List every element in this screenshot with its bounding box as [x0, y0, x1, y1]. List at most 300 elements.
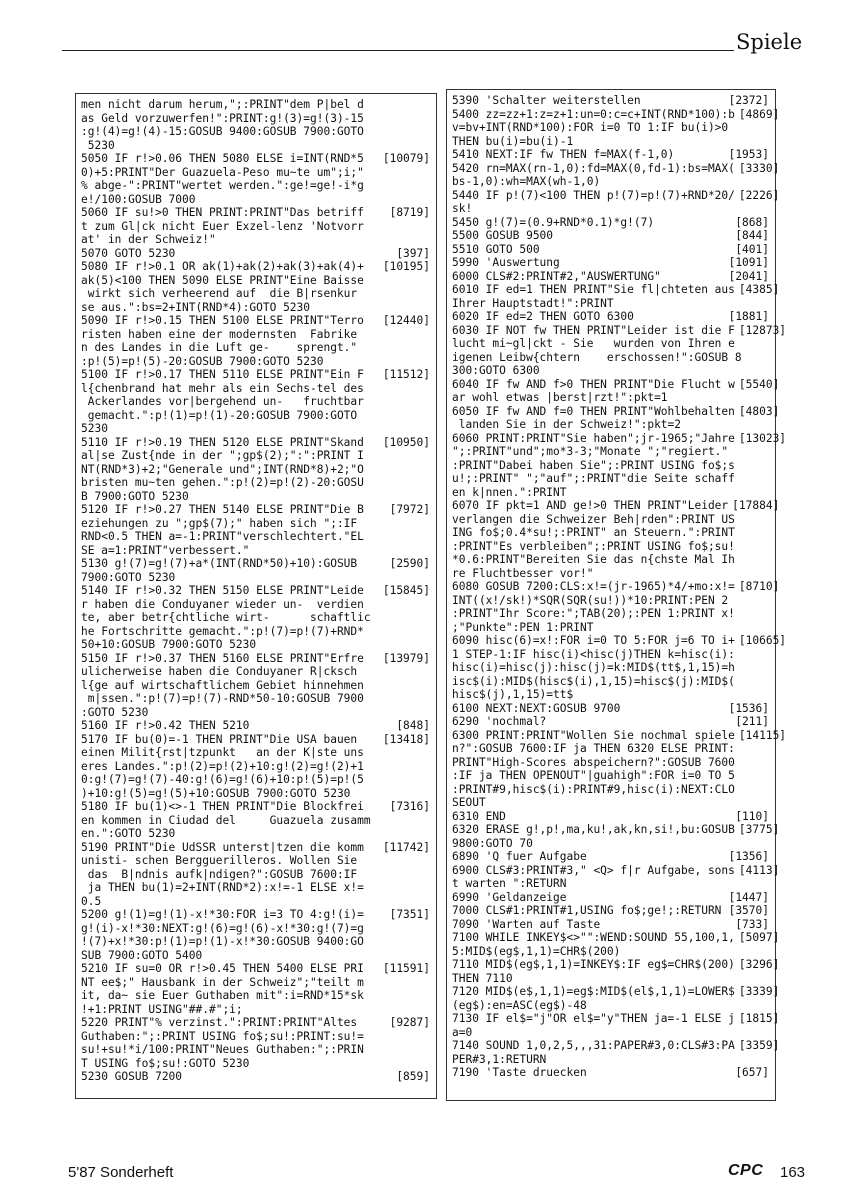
checksum: [426, 935, 430, 949]
code-line: [81, 449, 430, 463]
code-line: [81, 787, 430, 801]
code-text: t zum Gl|ck nicht Euer Exzel-lenz 'Notvorr: [81, 219, 364, 233]
checksum: [765, 567, 769, 581]
checksum: [765, 135, 769, 149]
code-line: [452, 728, 787, 743]
code-text: e!/100:GOSUB 7000: [81, 192, 196, 206]
header-rule: [62, 50, 734, 51]
checksum: [3330]: [738, 161, 780, 175]
code-text: 5500 GOSUB 9500: [452, 229, 554, 242]
code-text: re Fluchtbesser vor!": [452, 566, 594, 580]
code-text: bs-1,0):wh=MAX(wh-1,0): [452, 175, 601, 188]
code-line: [452, 351, 769, 365]
code-text: at' in der Schweiz!": [81, 233, 216, 246]
code-line: [81, 665, 430, 679]
code-line: [81, 260, 430, 274]
checksum: [8710]: [738, 580, 780, 593]
checksum: [765, 621, 769, 635]
code-line: [452, 756, 769, 770]
code-text: 7900:GOTO 5230: [81, 570, 176, 584]
checksum: [15845]: [382, 584, 430, 597]
checksum: [3359]: [738, 1039, 780, 1052]
code-line: [81, 868, 430, 882]
code-line: [452, 702, 769, 716]
code-line: [452, 675, 769, 689]
code-line: [81, 679, 430, 693]
code-text: NT ee$;" Hausbank in der Schweiz";"teilt m: [81, 975, 364, 989]
code-line: [81, 908, 430, 922]
code-text: a=0: [452, 1025, 473, 1039]
code-line: [81, 476, 430, 490]
code-line: [81, 1070, 430, 1084]
code-line: [452, 823, 780, 837]
code-text: m|ssen.":p!(7)=p!(7)-RND*50-10:GOSUB 7900: [81, 692, 364, 705]
code-line: [81, 652, 430, 666]
code-line: [452, 135, 769, 149]
code-text: 9800:GOTO 70: [452, 836, 533, 850]
code-text: l{ge auf wirtschaftlichem Gebiet hinnehmen: [81, 678, 364, 692]
code-line: [81, 274, 430, 288]
code-text: 5160 IF r!>0.42 THEN 5210: [81, 719, 250, 732]
code-text: n?":GOSUB 7600:IF ja THEN 6320 ELSE PRINT:: [452, 742, 735, 755]
code-line: [452, 1039, 780, 1053]
code-line: [452, 715, 769, 729]
code-line: [81, 382, 430, 396]
code-text: :PRINT"Dabei haben Sie";:PRINT USING fo$;s: [452, 458, 735, 472]
checksum: [426, 1003, 430, 1017]
code-text: 5420 rn=MAX(rn-1,0):fd=MAX(0,fd-1):bs=MAX(: [452, 161, 735, 175]
code-line: [81, 746, 430, 760]
code-line: [452, 472, 769, 486]
checksum: [426, 611, 430, 625]
code-line: [452, 459, 769, 473]
code-text: !+1:PRINT USING"##.#";i;: [81, 1002, 243, 1016]
code-text: 6100 NEXT:NEXT:GOSUB 9700: [452, 701, 621, 715]
code-line: [452, 891, 769, 905]
code-text: 5200 g!(1)=g!(1)-x!*30:FOR i=3 TO 4:g!(i)=: [81, 908, 364, 921]
code-line: [81, 422, 430, 436]
code-text: ar wohl etwas |berst|rzt!":pkt=1: [452, 391, 668, 404]
code-line: [81, 436, 430, 450]
checksum: [765, 364, 769, 378]
code-line: [452, 418, 769, 432]
code-line: [452, 634, 787, 648]
checksum: [426, 746, 430, 760]
code-line: [81, 247, 430, 261]
code-line: [81, 287, 430, 301]
code-text: :p!(5)=p!(5)-20:GOSUB 7900:GOTO 5230: [81, 354, 324, 368]
checksum: [7351]: [389, 908, 430, 921]
code-line: [452, 445, 769, 459]
checksum: [426, 773, 430, 787]
code-text: !(7)+x!*30:p!(1)=p!(1)-x!*30:GOSUB 9400:GO: [81, 935, 364, 948]
code-line: [81, 166, 430, 180]
checksum: [1447]: [728, 890, 769, 904]
code-line: [452, 918, 769, 932]
checksum: [426, 341, 430, 355]
checksum: [3570]: [728, 904, 769, 917]
code-line: [81, 517, 430, 531]
code-text: 5170 IF bu(0)=-1 THEN PRINT"Die USA bauen: [81, 732, 358, 746]
checksum: [426, 193, 430, 207]
listing-lines-left: [81, 94, 430, 1084]
checksum: [3296]: [738, 958, 780, 971]
code-line: [452, 107, 780, 122]
code-text: verlangen die Schweizer Beh|rden":PRINT US: [452, 512, 735, 526]
code-text: THEN 7110: [452, 971, 513, 985]
code-line: [452, 391, 769, 405]
checksum: [765, 972, 769, 986]
checksum: [765, 742, 769, 756]
checksum: [765, 661, 769, 675]
code-line: [81, 544, 430, 558]
code-line: [81, 98, 430, 112]
code-text: *0.6:PRINT"Bereiten Sie das n{chste Mal Ih: [452, 553, 735, 566]
checksum: [426, 220, 430, 234]
code-text: 6030 IF NOT fw THEN PRINT"Leider ist die F: [452, 323, 735, 337]
code-text: 0:g!(7)=g!(7)-40:g!(6)=g!(6)+10:p!(5)=p!(5: [81, 773, 364, 786]
checksum: [426, 544, 430, 558]
checksum: [11742]: [382, 840, 430, 854]
code-text: 7190 'Taste druecken: [452, 1066, 587, 1079]
code-line: [452, 607, 769, 621]
code-line: [452, 769, 769, 783]
checksum: [765, 756, 769, 770]
code-line: [452, 94, 769, 108]
code-text: PRINT"High-Scores abspeichern?":GOSUB 7600: [452, 755, 735, 769]
checksum: [426, 895, 430, 909]
code-text: 5400 zz=zz+1:z=z+1:un=0:c=c+INT(RND*100):b: [452, 107, 735, 121]
code-text: 5:MID$(eg$,1,1)=CHR$(200): [452, 944, 621, 958]
code-line: [452, 323, 787, 338]
checksum: [426, 125, 430, 139]
code-line: [452, 783, 769, 797]
code-text: :PRINT#9,hisc$(i):PRINT#9,hisc(i):NEXT:CLO: [452, 782, 735, 796]
checksum: [426, 490, 430, 504]
code-text: B 7900:GOTO 5230: [81, 489, 189, 503]
code-text: 5990 'Auswertung: [452, 256, 560, 269]
code-text: se aus.":bs=2+INT(RND*4):GOTO 5230: [81, 300, 311, 314]
code-text: 5390 'Schalter weiterstellen: [452, 94, 641, 107]
checksum: [426, 382, 430, 396]
checksum: [10665]: [738, 634, 787, 647]
checksum: [426, 274, 430, 288]
code-line: [81, 733, 430, 747]
checksum: [11512]: [382, 368, 430, 381]
checksum: [2590]: [389, 557, 430, 570]
code-line: [81, 152, 430, 166]
code-line: [81, 962, 430, 976]
code-text: % abge-":PRINT"wertet werden.":ge!=ge!-i*g: [81, 179, 364, 192]
code-text: ";:PRINT"und";mo*3-3;"Monate ";"regiert.": [452, 445, 729, 458]
checksum: [765, 688, 769, 702]
code-line: [81, 193, 430, 207]
code-line: [452, 513, 769, 527]
code-text: ING fo$;0.4*su!;:PRINT" an Steuern.":PRINT: [452, 526, 735, 539]
checksum: [765, 121, 769, 135]
checksum: [1356]: [728, 850, 769, 863]
checksum: [7316]: [389, 800, 430, 813]
checksum: [13023]: [738, 431, 787, 445]
code-text: einen Milit{rst|tzpunkt an der K|ste uns: [81, 746, 364, 759]
code-text: 5410 NEXT:IF fw THEN f=MAX(f-1,0): [452, 148, 675, 161]
checksum: [765, 337, 769, 351]
code-line: [452, 985, 780, 999]
code-text: r haben die Conduyaner wieder un- verdien: [81, 597, 364, 611]
listing-lines-right: [452, 90, 787, 1080]
checksum: [426, 517, 430, 531]
code-text: 5120 IF r!>0.27 THEN 5140 ELSE PRINT"Die B: [81, 503, 364, 516]
code-line: [452, 337, 769, 351]
code-text: 1 STEP-1:IF hisc(i)<hisc(j)THEN k=hisc(i):: [452, 647, 735, 661]
code-text: 7140 SOUND 1,0,2,5,,,31:PAPER#3,0:CLS#3:PA: [452, 1039, 735, 1052]
code-line: [452, 621, 769, 635]
code-text: 5230 GOSUB 7200: [81, 1070, 183, 1083]
checksum: [765, 796, 769, 810]
checksum: [13418]: [382, 732, 430, 746]
code-text: 5070 GOTO 5230: [81, 246, 176, 260]
checksum: [1953]: [728, 148, 769, 161]
code-line: [452, 850, 769, 864]
checksum: [426, 530, 430, 544]
code-line: [452, 283, 780, 297]
code-text: l{chenbrand hat mehr als ein Sechs-tel des: [81, 381, 364, 395]
code-text: men nicht darum herum,";:PRINT"dem P|bel d: [81, 98, 364, 111]
code-text: :g!(4)=g!(4)-15:GOSUB 9400:GOSUB 7900:GOTO: [81, 125, 364, 138]
code-text: 6010 IF ed=1 THEN PRINT"Sie fl|chteten aus: [452, 283, 735, 296]
section-title: Spiele: [736, 30, 803, 54]
code-line: [452, 526, 769, 540]
checksum: [426, 1057, 430, 1071]
code-line: [81, 112, 430, 126]
page-number: 163: [780, 1164, 806, 1181]
code-line: [81, 949, 430, 963]
checksum: [426, 679, 430, 693]
checksum: [426, 301, 430, 315]
code-line: [452, 148, 769, 162]
code-line: [81, 611, 430, 625]
checksum: [426, 571, 430, 585]
code-text: eziehungen zu ";gp$(7);" haben sich ";:IF: [81, 516, 358, 530]
code-text: 5050 IF r!>0.06 THEN 5080 ELSE i=INT(RND*5: [81, 152, 364, 165]
code-line: [452, 486, 769, 500]
code-line: [452, 364, 769, 378]
code-text: SEOUT: [452, 796, 486, 809]
checksum: [13979]: [382, 651, 430, 665]
checksum: [848]: [396, 719, 430, 732]
code-text: :GOTO 5230: [81, 705, 149, 719]
checksum: [765, 999, 769, 1013]
checksum: [426, 665, 430, 679]
code-line: [452, 216, 769, 230]
code-text: n des Landes in die Luft ge- sprengt.": [81, 341, 358, 354]
checksum: [426, 179, 430, 193]
checksum: [765, 391, 769, 405]
code-text: 6060 PRINT:PRINT"Sie haben";jr-1965;"Jahre: [452, 431, 735, 445]
code-text: 6090 hisc(6)=x!:FOR i=0 TO 5:FOR j=6 TO i+: [452, 634, 735, 647]
code-line: [452, 742, 769, 756]
checksum: [657]: [735, 1066, 769, 1079]
checksum: [3775]: [738, 823, 780, 836]
code-text: 0)+5:PRINT"Der Guazuela-Peso mu~te um";i;": [81, 165, 364, 179]
code-line: [81, 598, 430, 612]
code-text: 7130 IF el$="j"OR el$="y"THEN ja=-1 ELSE j: [452, 1012, 735, 1025]
code-line: [81, 179, 430, 193]
checksum: [426, 976, 430, 990]
checksum: [765, 769, 769, 783]
code-line: [81, 841, 430, 855]
checksum: [765, 877, 769, 891]
code-text: 7110 MID$(eg$,1,1)=INKEY$:IF eg$=CHR$(200): [452, 958, 735, 971]
code-line: [81, 139, 430, 153]
code-text: THEN bu(i)=bu(i)-1: [452, 134, 574, 148]
checksum: [1536]: [728, 701, 769, 715]
checksum: [765, 607, 769, 621]
code-text: u!;:PRINT" ";"auf";:PRINT"die Seite schaff: [452, 472, 735, 485]
code-text: Ihrer Hauptstadt!":PRINT: [452, 296, 614, 310]
code-text: 5510 GOTO 500: [452, 242, 540, 256]
checksum: [426, 409, 430, 423]
code-line: [81, 1016, 430, 1030]
checksum: [426, 638, 430, 652]
code-line: [81, 314, 430, 328]
code-text: 5190 PRINT"Die UdSSR unterst|tzen die komm: [81, 840, 364, 854]
code-line: [452, 1012, 780, 1026]
code-text: 6290 'nochmal?: [452, 715, 547, 728]
checksum: [765, 351, 769, 365]
code-text: 6310 END: [452, 809, 506, 823]
code-line: [81, 814, 430, 828]
code-text: hisc$(j),1,15)=tt$: [452, 688, 574, 701]
checksum: [426, 854, 430, 868]
code-text: 5130 g!(7)=g!(7)+a*(INT(RND*50)+10):GOSUB: [81, 557, 358, 570]
code-text: INT((x!/sk!)*SQR(SQR(su!))*10:PRINT:PEN 2: [452, 593, 729, 607]
code-text: 5080 IF r!>0.1 OR ak(1)+ak(2)+ak(3)+ak(4)+: [81, 260, 364, 273]
code-text: isc$(i):MID$(hisc$(i),1,15)=hisc$(j):MID$(: [452, 674, 735, 688]
code-text: 7100 WHILE INKEY$<>"":WEND:SOUND 55,100,1,: [452, 931, 735, 944]
code-text: 6080 GOSUB 7200:CLS:x!=(jr-1965)*4/+mo:x!=: [452, 580, 735, 593]
code-text: T USING fo$;su!:GOTO 5230: [81, 1056, 250, 1070]
code-line: [452, 121, 769, 135]
code-text: lucht mi~gl|ckt - Sie wurden von Ihren e: [452, 337, 735, 350]
code-text: :PRINT"Es verbleiben";:PRINT USING fo$;su!: [452, 539, 735, 553]
code-text: SE a=1:PRINT"verbessert.": [81, 543, 250, 557]
checksum: [426, 949, 430, 963]
code-text: landen Sie in der Schweiz!":pkt=2: [452, 418, 682, 431]
code-text: igenen Leibw{chtern erschossen!":GOSUB 8: [452, 350, 742, 364]
checksum: [868]: [735, 215, 769, 229]
code-text: wirkt sich verheerend auf die B|rsenkur: [81, 287, 358, 300]
code-line: [452, 229, 769, 243]
checksum: [765, 540, 769, 554]
checksum: [3339]: [738, 985, 780, 998]
code-text: 5450 g!(7)=(0.9+RND*0.1)*g!(7): [452, 215, 655, 229]
code-line: [452, 688, 769, 702]
code-line: [81, 233, 430, 247]
code-line: [452, 567, 769, 581]
checksum: [765, 675, 769, 689]
code-line: [81, 490, 430, 504]
code-line: [452, 661, 769, 675]
code-text: 6890 'Q fuer Aufgabe: [452, 850, 587, 863]
checksum: [426, 233, 430, 247]
checksum: [110]: [735, 809, 769, 823]
code-line: [452, 540, 769, 554]
code-line: [452, 202, 769, 216]
code-line: [81, 409, 430, 423]
code-text: v=bv+INT(RND*100):FOR i=0 TO 1:IF bu(i)>0: [452, 121, 729, 134]
code-line: [81, 206, 430, 220]
checksum: [765, 1026, 769, 1040]
checksum: [211]: [735, 715, 769, 728]
code-line: [452, 553, 769, 567]
code-text: 5210 IF su=0 OR r!>0.45 THEN 5400 ELSE PRI: [81, 962, 364, 975]
checksum: [765, 472, 769, 486]
code-text: it, da~ sie Euer Guthaben mit":i=RND*15*sk: [81, 989, 364, 1002]
code-line: [81, 395, 430, 409]
code-line: [452, 648, 769, 662]
code-line: [81, 530, 430, 544]
code-line: [81, 719, 430, 733]
code-line: [81, 935, 430, 949]
checksum: [426, 112, 430, 126]
code-text: 6040 IF fw AND f>0 THEN PRINT"Die Flucht w: [452, 377, 735, 391]
code-line: [452, 1066, 769, 1080]
code-line: [81, 625, 430, 639]
listing-column-left: [75, 93, 437, 1099]
code-text: al|se Zust{nde in der ";gp$(2);":":PRINT I: [81, 449, 364, 462]
checksum: [426, 328, 430, 342]
code-line: [81, 895, 430, 909]
code-line: [452, 431, 787, 446]
code-line: [81, 827, 430, 841]
code-line: [452, 499, 780, 513]
code-text: :PRINT"Ihr Score:";TAB(20);:PEN 1:PRINT x!: [452, 607, 735, 620]
code-line: [81, 976, 430, 990]
code-line: [81, 1057, 430, 1071]
code-text: 5230: [81, 138, 115, 152]
checksum: [10079]: [382, 152, 430, 165]
checksum: [426, 98, 430, 112]
checksum: [426, 706, 430, 720]
checksum: [765, 837, 769, 851]
code-text: NT(RND*3)+2;"Generale und";INT(RND*8)+2;"O: [81, 462, 364, 476]
code-line: [452, 270, 769, 284]
code-line: [81, 1030, 430, 1044]
code-text: 7120 MID$(e$,1,1)=eg$:MID$(el$,1,1)=LOWER$: [452, 985, 735, 998]
code-line: [452, 958, 780, 972]
code-text: 50+10:GOSUB 7900:GOTO 5230: [81, 638, 257, 651]
checksum: [765, 445, 769, 459]
code-text: eres Landes.":p!(2)=p!(2)+10:g!(2)=g!(2)+1: [81, 759, 364, 773]
checksum: [4803]: [738, 404, 780, 418]
code-line: [81, 706, 430, 720]
checksum: [7972]: [389, 503, 430, 516]
code-line: [81, 503, 430, 517]
code-text: ak(5)<100 THEN 5090 ELSE PRINT"Eine Baisse: [81, 273, 364, 287]
code-text: 7090 'Warten auf Taste: [452, 917, 601, 931]
code-line: [452, 310, 769, 324]
code-line: [452, 877, 769, 891]
checksum: [2226]: [738, 188, 780, 202]
checksum: [426, 463, 430, 477]
checksum: [426, 449, 430, 463]
checksum: [426, 287, 430, 301]
checksum: [4869]: [738, 107, 780, 121]
checksum: [1815]: [738, 1012, 780, 1025]
code-text: 6000 CLS#2:PRINT#2,"AUSWERTUNG": [452, 269, 661, 283]
code-line: [81, 301, 430, 315]
